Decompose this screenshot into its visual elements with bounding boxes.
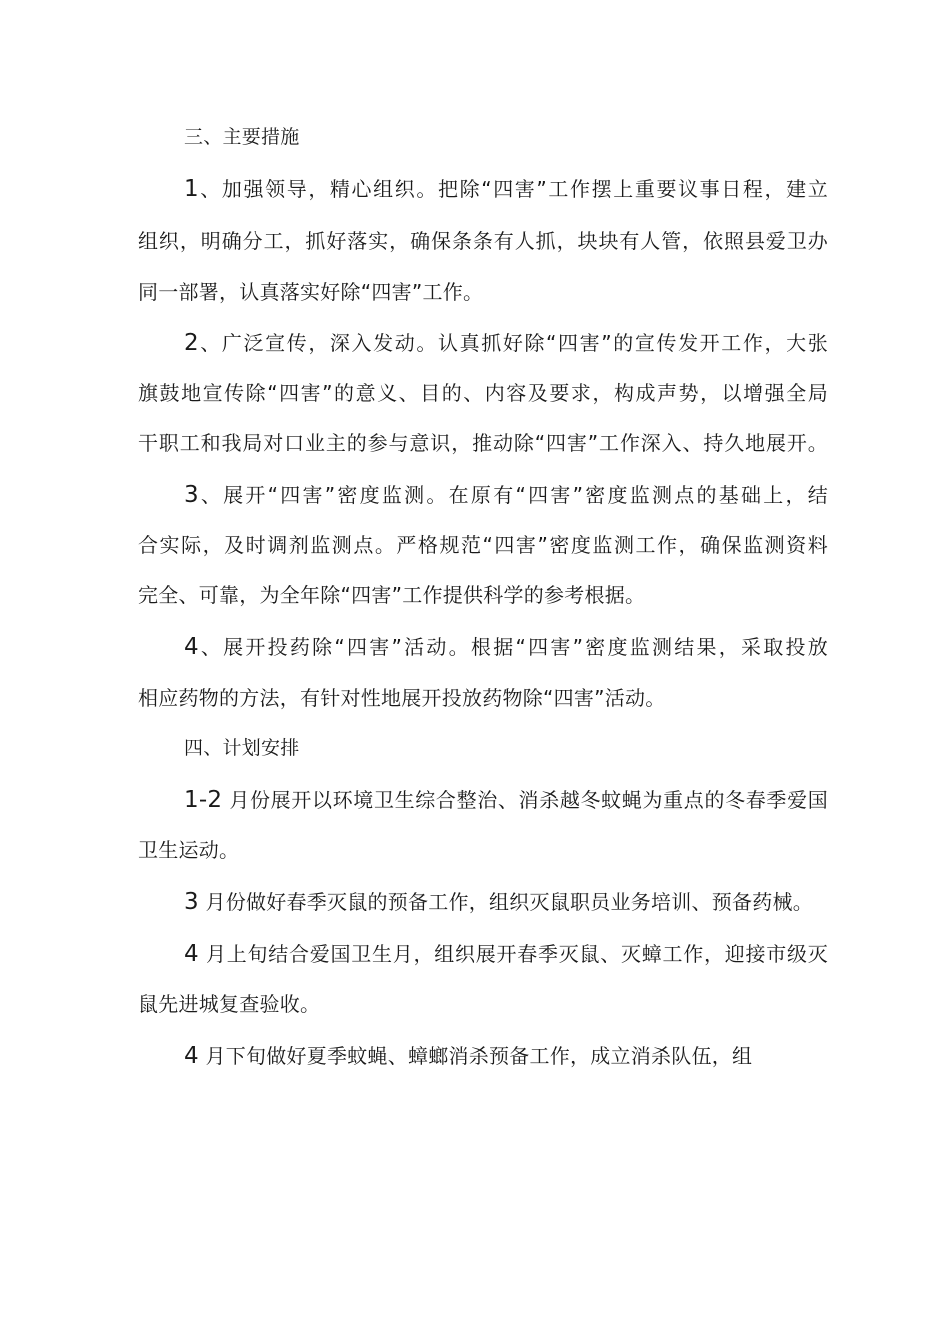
item4-line1-text: 、展开投药除“四害”活动。根据“四害”密度监测结果，采取投放 bbox=[198, 635, 828, 659]
item2-line3: 干职工和我局对口业主的参与意识，推动除“四害”工作深入、持久地展开。 bbox=[138, 431, 828, 455]
item1-line1-text: 、加强领导，精心组织。把除“四害”工作摆上重要议事日程，建立 bbox=[198, 177, 828, 201]
item3-number: 3 bbox=[184, 482, 199, 508]
item2-number: 2 bbox=[184, 330, 199, 356]
item2-line2: 旗鼓地宣传除“四害”的意义、目的、内容及要求，构成声势，以增强全局 bbox=[138, 381, 828, 405]
plan3-line1-text: 月上旬结合爱国卫生月，组织展开春季灭鼠、灭蟑工作，迎接市级灭 bbox=[198, 942, 828, 966]
plan1-line1 bbox=[184, 787, 828, 813]
item2-line1 bbox=[184, 330, 828, 356]
item3-line2: 合实际，及时调剂监测点。严格规范“四害”密度监测工作，确保监测资料 bbox=[138, 533, 828, 557]
item3-line1-text: 、展开“四害”密度监测。在原有“四害”密度监测点的基础上，结 bbox=[198, 483, 828, 507]
item4-line1 bbox=[184, 634, 828, 660]
item4-line2: 相应药物的方法，有针对性地展开投放药物除“四害”活动。 bbox=[138, 686, 666, 710]
plan2-line1 bbox=[184, 889, 828, 915]
plan2-line1-text: 月份做好春季灭鼠的预备工作，组织灭鼠职员业务培训、预备药械。 bbox=[198, 890, 813, 914]
item3-line3: 完全、可靠，为全年除“四害”工作提供科学的参考根据。 bbox=[138, 583, 646, 607]
plan4-line1 bbox=[184, 1043, 828, 1069]
plan1-line2: 卫生运动。 bbox=[138, 838, 240, 862]
item2-line1-text: 、广泛宣传，深入发动。认真抓好除“四害”的宣传发开工作，大张 bbox=[198, 331, 828, 355]
section-heading-measures: 三、主要措施 bbox=[184, 126, 300, 148]
item1-line2: 组织，明确分工，抓好落实，确保条条有人抓，块块有人管，依照县爱卫办 bbox=[138, 229, 828, 253]
plan1-line1-text: 月份展开以环境卫生综合整治、消杀越冬蚊蝇为重点的冬春季爱国 bbox=[222, 788, 828, 812]
plan3-line2: 鼠先进城复查验收。 bbox=[138, 992, 321, 1016]
plan4-number: 4 bbox=[184, 1043, 199, 1069]
item1-line3: 同一部署，认真落实好除“四害”工作。 bbox=[138, 280, 484, 304]
item4-number: 4 bbox=[184, 634, 199, 660]
plan4-line1-text: 月下旬做好夏季蚊蝇、蟑螂消杀预备工作，成立消杀队伍，组 bbox=[198, 1044, 753, 1068]
plan3-line1 bbox=[184, 941, 828, 967]
plan2-number: 3 bbox=[184, 889, 199, 915]
plan1-number: 1-2 bbox=[184, 787, 223, 813]
item1-line1 bbox=[184, 176, 828, 202]
plan3-number: 4 bbox=[184, 941, 199, 967]
item1-number: 1 bbox=[184, 176, 199, 202]
section-heading-plan: 四、计划安排 bbox=[184, 737, 300, 759]
item3-line1 bbox=[184, 482, 828, 508]
